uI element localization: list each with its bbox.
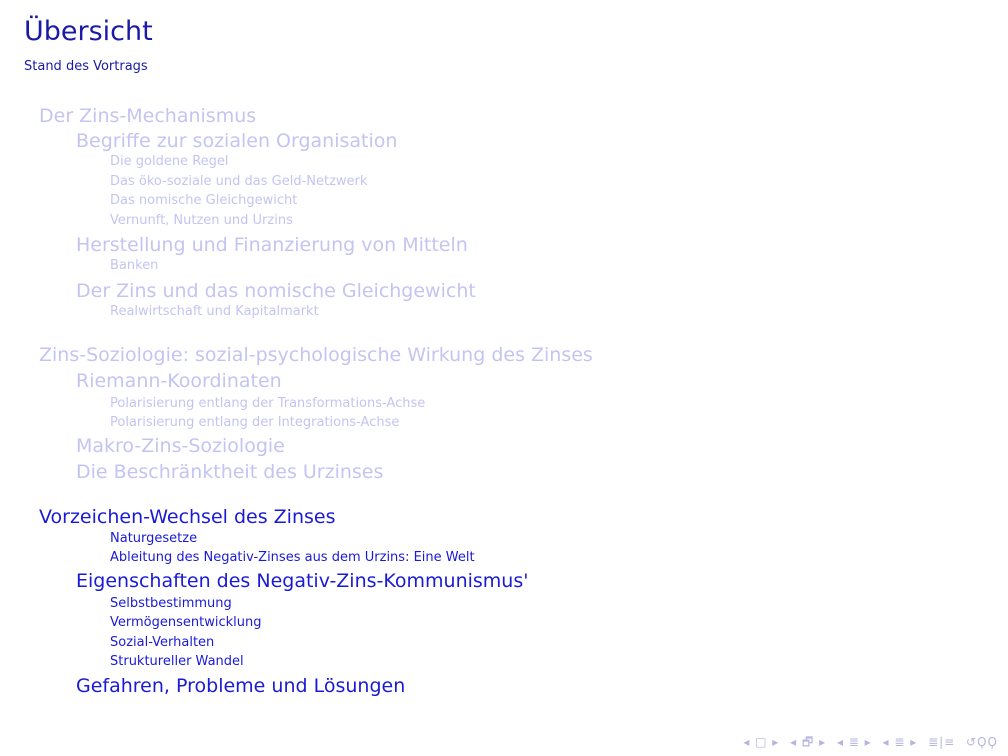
nav-align-icon[interactable]: ≣|≡	[928, 735, 956, 749]
toc-item-section[interactable]: Vorzeichen-Wechsel des Zinses	[39, 506, 336, 528]
toc-item-subsub[interactable]: Naturgesetze	[110, 531, 198, 546]
nav-subsub-arrows[interactable]: ◂ ≣ ▸	[882, 735, 918, 749]
toc-item-subsub[interactable]: Polarisierung entlang der Transformations-Achse	[110, 396, 426, 411]
nav-search-icon[interactable]: ↺ϘϘ	[966, 735, 998, 749]
toc-item-subsub[interactable]: Ableitung des Negativ-Zinses aus dem Urzins: Eine Welt	[110, 550, 475, 565]
toc-item-sub[interactable]: Eigenschaften des Negativ-Zins-Kommunismus'	[76, 570, 529, 592]
nav-section-arrows[interactable]: ◂ ≣ ▸	[836, 735, 872, 749]
slide-subtitle: Stand des Vortrags	[24, 59, 148, 74]
toc-item-subsub[interactable]: Vernunft, Nutzen und Urzins	[110, 213, 293, 228]
toc-item-subsub[interactable]: Vermögensentwicklung	[110, 615, 262, 630]
beamer-navigation	[737, 733, 998, 754]
toc-item-sub[interactable]: Die Beschränktheit des Urzinses	[76, 461, 384, 483]
toc-item-sub[interactable]: Makro-Zins-Soziologie	[76, 435, 285, 457]
slide-title: Übersicht	[24, 16, 153, 47]
toc-item-subsub[interactable]: Banken	[110, 258, 159, 273]
toc-item-subsub[interactable]: Polarisierung entlang der Integrations-Achse	[110, 415, 400, 430]
toc-item-subsub[interactable]: Selbstbestimmung	[110, 596, 232, 611]
toc-item-section[interactable]: Zins-Soziologie: sozial-psychologische Wirkung des Zinses	[39, 344, 593, 366]
toc-item-subsub[interactable]: Struktureller Wandel	[110, 654, 244, 669]
toc-item-subsub[interactable]: Das öko-soziale und das Geld-Netzwerk	[110, 174, 368, 189]
toc-item-sub[interactable]: Herstellung und Finanzierung von Mitteln	[76, 234, 468, 256]
toc-item-sub[interactable]: Riemann-Koordinaten	[76, 370, 282, 392]
toc-item-subsub[interactable]: Sozial-Verhalten	[110, 635, 215, 650]
toc-item-subsub[interactable]: Realwirtschaft und Kapitalmarkt	[110, 304, 319, 319]
toc-item-sub[interactable]: Der Zins und das nomische Gleichgewicht	[76, 280, 476, 302]
nav-subsection-arrows[interactable]: ◂ 🗗 ▸	[790, 735, 827, 749]
toc-item-sub[interactable]: Begriffe zur sozialen Organisation	[76, 130, 398, 152]
toc-item-sub[interactable]: Gefahren, Probleme und Lösungen	[76, 675, 406, 697]
toc-item-subsub[interactable]: Die goldene Regel	[110, 154, 229, 169]
toc-item-section[interactable]: Der Zins-Mechanismus	[39, 105, 257, 127]
toc-item-subsub[interactable]: Das nomische Gleichgewicht	[110, 193, 298, 208]
nav-frame-arrows[interactable]: ◂ □ ▸	[743, 735, 780, 749]
